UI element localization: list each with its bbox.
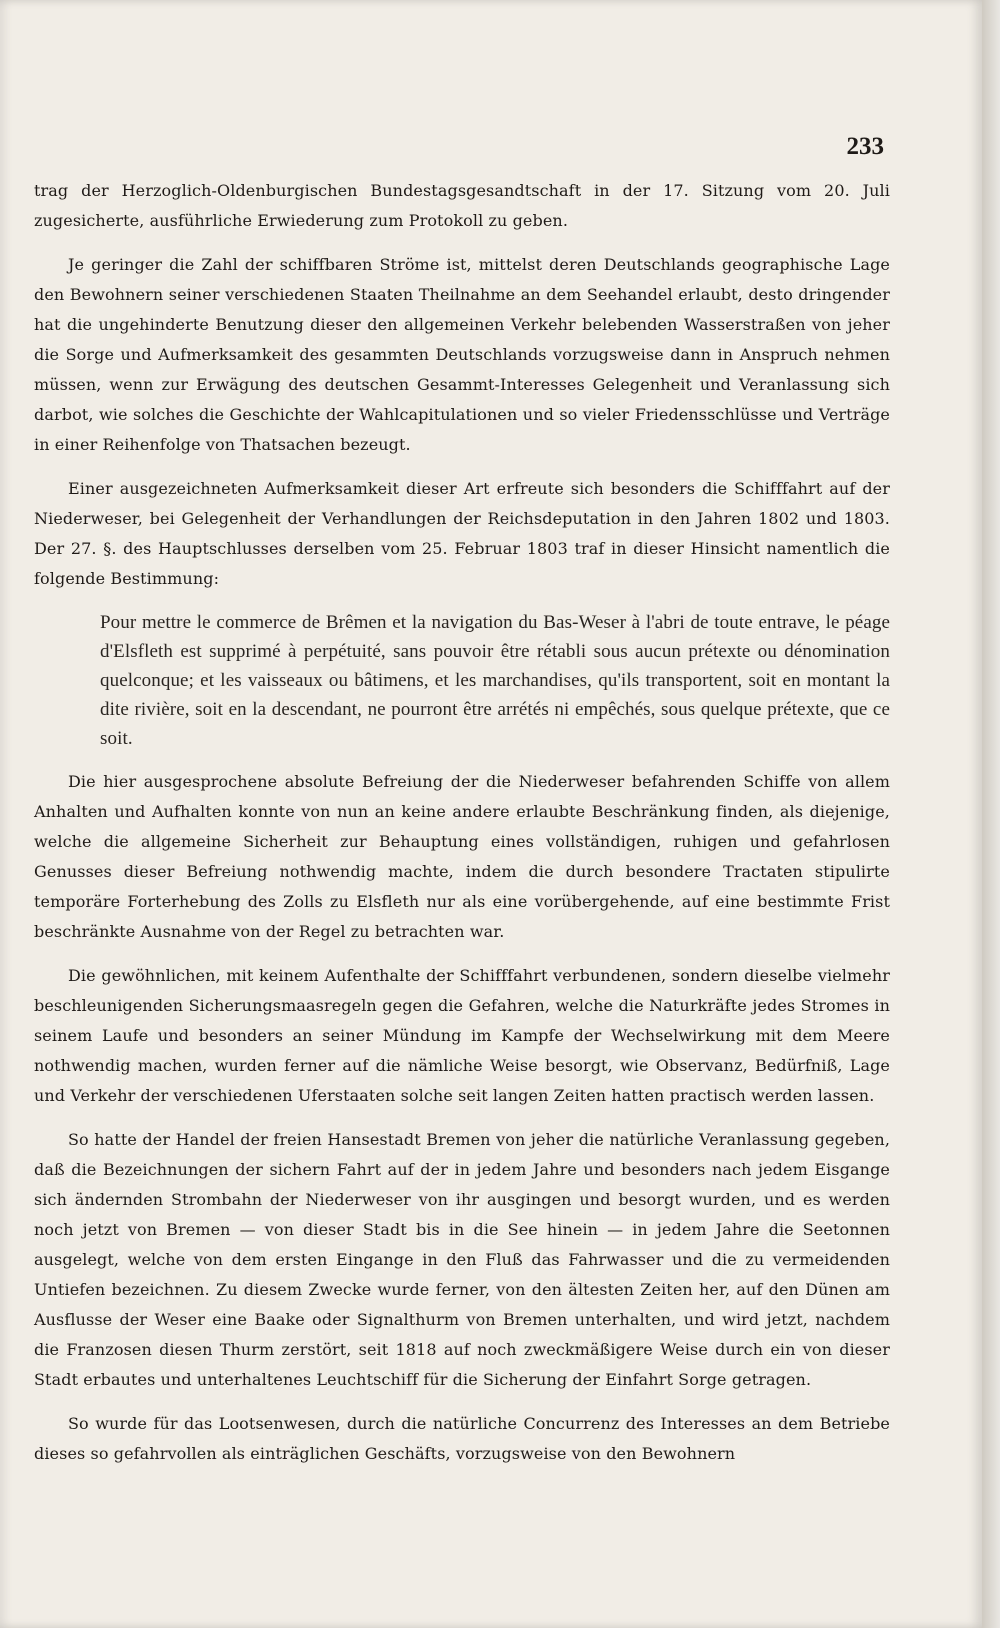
paragraph: So wurde für das Lootsenwesen, durch die natürliche Concurrenz des Interesses an dem Betriebe dieses so gefahrvollen als einträglichen Geschäfts, vorzugsweise von den Bewohnern xyxy=(34,1414,890,1463)
page-number: 233 xyxy=(846,133,884,160)
paragraph: Einer ausgezeichneten Aufmerksamkeit dieser Art erfreute sich besonders die Schifffahrt auf der Niederweser, bei Gelegenheit der Verhandlungen der Reichsdeputation in den Jahren 1802 und 1803. Der 27. §. des Hauptschlusses derselben vom 25. Februar 1803 traf in dieser Hinsicht namentlich die folgende Bestimmung: xyxy=(34,479,890,588)
paragraph: So hatte der Handel der freien Hansestadt Bremen von jeher die natürliche Veranlassung gegeben, daß die Bezeichnungen der sichern Fahrt auf der in jedem Jahre und besonders nach jedem Eisgange sich ändernden Strombahn der Niederweser von ihr ausgingen und besorgt wurden, und es werden noch jetzt von Bremen — von dieser Stadt bis in die See hinein — in jedem Jahre die Seetonnen ausgelegt, welche von dem ersten Eingange in den Fluß das Fahrwasser und die zu vermeidenden Untiefen bezeichnen. Zu diesem Zwecke wurde ferner, von den ältesten Zeiten her, auf den Dünen am Ausflusse der Weser eine Baake oder Signalthurm von Bremen unterhalten, und wird jetzt, nachdem die Franzosen diesen Thurm zerstört, seit 1818 auf noch zweckmäßigere Weise durch ein von dieser Stadt erbautes und unterhaltenes Leuchtschiff für die Sicherung der Einfahrt Sorge getragen. xyxy=(34,1130,890,1389)
french-quotation: Pour mettre le commerce de Brêmen et la navigation du Bas-Weser à l'abri de toute entrave, le péage d'Elsfleth est supprimé à perpétuité, sans pouvoir être rétabli sous aucun prétexte ou dénomination quelconque; et les vaisseaux ou bâtimens, et les marchandises, qu'ils transportent, soit en montant la dite rivière, soit en la descendant, ne pourront être arrétés ni empêchés, sous quelque prétexte, que ce soit. xyxy=(100,612,890,749)
paragraph: Die gewöhnlichen, mit keinem Aufenthalte der Schifffahrt verbundenen, sondern dieselbe vielmehr beschleunigenden Sicherungsmaasregeln gegen die Gefahren, welche die Naturkräfte jedes Stromes in seinem Laufe und besonders an seiner Mündung im Kampfe der Wechselwirkung mit dem Meere nothwendig machen, wurden ferner auf die nämliche Weise besorgt, wie Observanz, Bedürfniß, Lage und Verkehr der verschiedenen Uferstaaten solche seit langen Zeiten hatten practisch werden lassen. xyxy=(34,966,890,1105)
page-edge xyxy=(982,0,1000,1628)
paragraph-continued: trag der Herzoglich-Oldenburgischen Bundestagsgesandtschaft in der 17. Sitzung vom 20. Juli zugesicherte, ausführliche Erwiederung zum Protokoll zu geben. xyxy=(34,181,890,230)
page-body xyxy=(34,176,890,1483)
paragraph: Je geringer die Zahl der schiffbaren Ströme ist, mittelst deren Deutschlands geographische Lage den Bewohnern seiner verschiedenen Staaten Theilnahme an dem Seehandel erlaubt, desto dringender hat die ungehinderte Benutzung dieser den allgemeinen Verkehr belebenden Wasserstraßen von jeher die Sorge und Aufmerksamkeit des gesammten Deutschlands vorzugsweise dann in Anspruch nehmen müssen, wenn zur Erwägung des deutschen Gesammt-Interesses Gelegenheit und Veranlassung sich darbot, wie solches die Geschichte der Wahlcapitulationen und so vieler Friedensschlüsse und Verträge in einer Reihenfolge von Thatsachen bezeugt. xyxy=(34,255,890,454)
paragraph: Die hier ausgesprochene absolute Befreiung der die Niederweser befahrenden Schiffe von allem Anhalten und Aufhalten konnte von nun an keine andere erlaubte Beschränkung finden, als diejenige, welche die allgemeine Sicherheit zur Behauptung eines vollständigen, ruhigen und gefahrlosen Genusses dieser Befreiung nothwendig machte, indem die durch besondere Tractaten stipulirte temporäre Forterhebung des Zolls zu Elsfleth nur als eine vorübergehende, auf eine bestimmte Frist beschränkte Ausnahme von der Regel zu betrachten war. xyxy=(34,772,890,941)
